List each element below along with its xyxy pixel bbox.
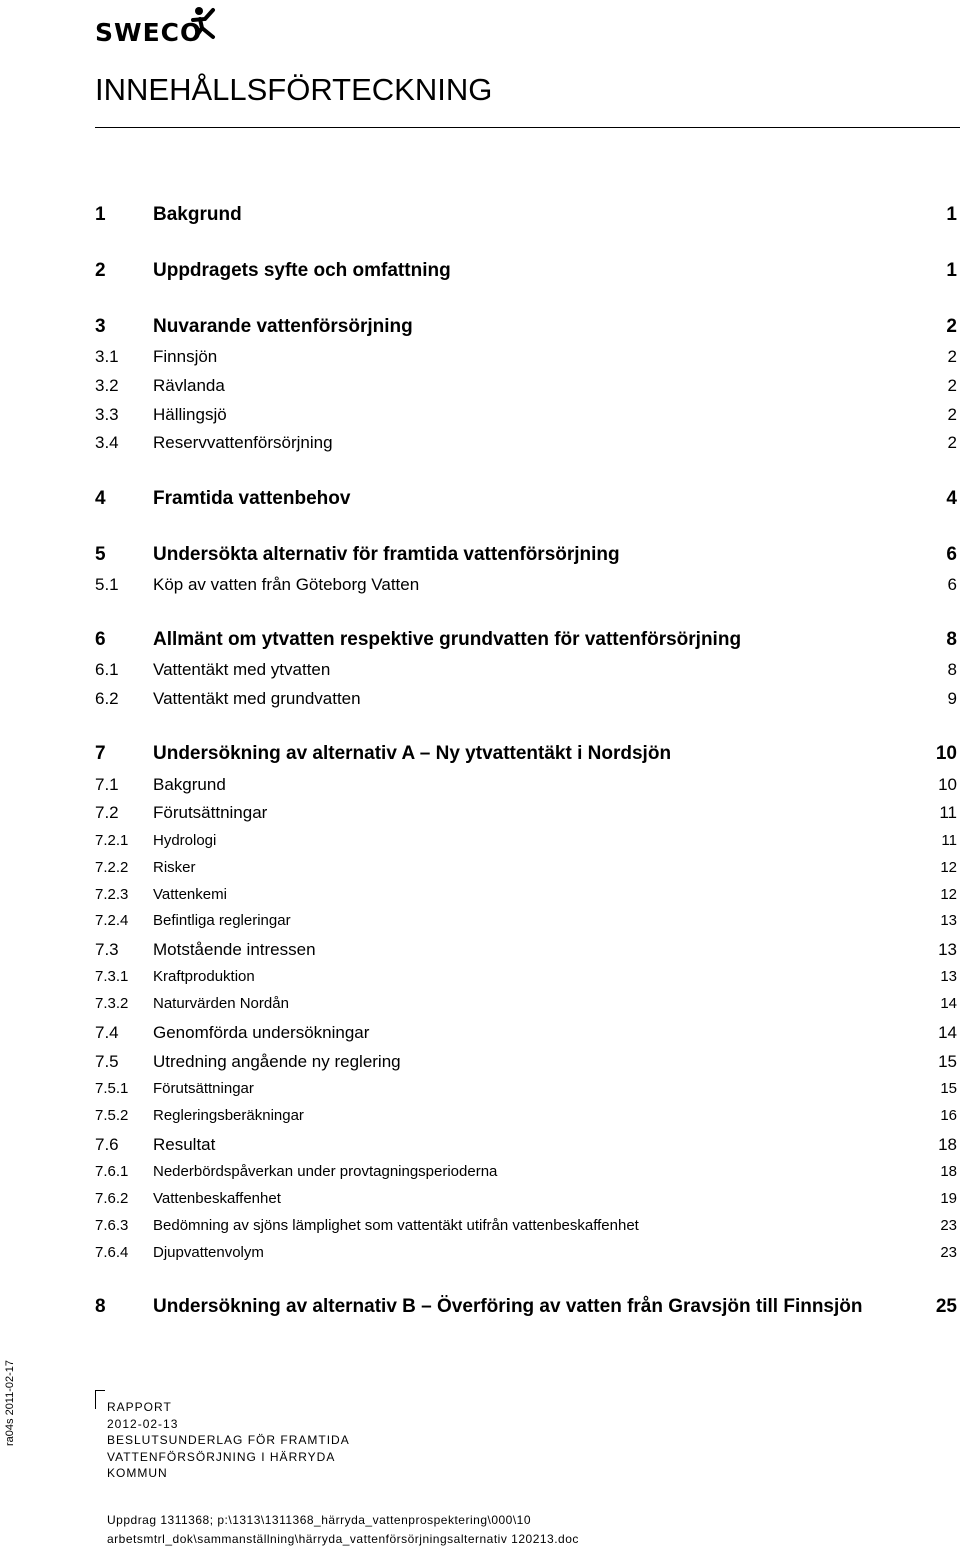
toc-entry-title: Nederbördspåverkan under provtagningsperioderna (153, 1163, 498, 1180)
toc-entry[interactable] (95, 1190, 957, 1214)
toc-entry-page: 19 (940, 1190, 957, 1207)
toc-entry-page: 8 (946, 629, 957, 650)
toc-entry-title: Reservvattenförsörjning (153, 433, 333, 452)
toc-entry[interactable] (95, 1163, 957, 1187)
toc-entry-page: 11 (941, 832, 957, 849)
toc-entry-title: Hydrologi (153, 832, 217, 849)
toc-entry[interactable] (95, 1217, 957, 1241)
page-title: INNEHÅLLSFÖRTECKNING (95, 72, 493, 107)
toc-entry-page: 23 (940, 1217, 957, 1234)
toc-entry-number: 7.1 (95, 775, 119, 794)
toc-entry-number: 3 (95, 316, 106, 337)
toc-entry-number: 7.3.1 (95, 968, 129, 985)
toc-entry-title: Regleringsberäkningar (153, 1107, 304, 1124)
toc-entry-number: 7.5 (95, 1052, 119, 1071)
toc-entry-title: Allmänt om ytvatten respektive grundvatten för vattenförsörjning (153, 629, 742, 650)
toc-entry[interactable] (95, 886, 957, 910)
toc-entry-page: 18 (940, 1163, 957, 1180)
toc-entry-page: 15 (940, 1080, 957, 1097)
toc-entry-title: Risker (153, 859, 196, 876)
toc-entry-page: 12 (940, 859, 957, 876)
toc-entry-page: 4 (946, 488, 957, 509)
toc-entry[interactable] (95, 1107, 957, 1131)
toc-entry-number: 6.1 (95, 660, 119, 679)
title-divider (95, 127, 960, 128)
toc-entry[interactable] (95, 1135, 957, 1159)
toc-entry-number: 6 (95, 629, 106, 650)
toc-entry[interactable] (95, 912, 957, 936)
toc-entry[interactable] (95, 204, 957, 228)
toc-entry-number: 7.6.2 (95, 1190, 129, 1207)
toc-entry[interactable] (95, 316, 957, 340)
footer-file-info (107, 1511, 579, 1549)
toc-entry-title: Genomförda undersökningar (153, 1023, 370, 1042)
toc-entry[interactable] (95, 660, 957, 684)
toc-entry-number: 7.2 (95, 803, 119, 822)
toc-entry[interactable] (95, 743, 957, 767)
footer-corner-mark (95, 1390, 105, 1409)
toc-entry-page: 10 (938, 775, 957, 794)
toc-entry-title: Djupvattenvolym (153, 1244, 264, 1261)
footer-file-path: arbetsmtrl_dok\sammanställning\härryda_vattenförsörjningsalternativ 120213.doc (107, 1532, 579, 1546)
toc-entry-page: 1 (946, 204, 957, 225)
toc-entry-number: 2 (95, 260, 106, 281)
toc-entry-number: 3.3 (95, 405, 119, 424)
toc-entry-page: 9 (947, 689, 957, 708)
toc-entry-number: 3.4 (95, 433, 119, 452)
toc-entry-page: 23 (940, 1244, 957, 1261)
footer-report-info (107, 1399, 350, 1482)
footer-uppdrag: Uppdrag 1311368; p:\1313\1311368_härryda_vattenprospektering\000\10 (107, 1513, 532, 1527)
footer-line: KOMMUN (107, 1466, 168, 1480)
toc-entry-title: Utredning angående ny reglering (153, 1052, 401, 1071)
toc-entry-page: 18 (938, 1135, 957, 1154)
toc-entry[interactable] (95, 1244, 957, 1268)
toc-entry-title: Nuvarande vattenförsörjning (153, 316, 413, 337)
toc-entry-title: Vattentäkt med grundvatten (153, 689, 361, 708)
toc-entry-title: Rävlanda (153, 376, 225, 395)
toc-entry-page: 15 (938, 1052, 957, 1071)
toc-entry-number: 7.2.2 (95, 859, 129, 876)
toc-entry-title: Vattenkemi (153, 886, 227, 903)
toc-entry-number: 1 (95, 204, 106, 225)
footer-line: RAPPORT (107, 1400, 172, 1414)
logo-text: SWECO (95, 18, 203, 47)
toc-entry[interactable] (95, 940, 957, 964)
toc-entry[interactable] (95, 1080, 957, 1104)
toc-entry[interactable] (95, 995, 957, 1019)
toc-entry-number: 4 (95, 488, 106, 509)
toc-entry[interactable] (95, 1023, 957, 1047)
toc-entry-title: Uppdragets syfte och omfattning (153, 260, 451, 281)
toc-entry-page: 12 (940, 886, 957, 903)
toc-entry-number: 7.2.4 (95, 912, 129, 929)
toc-entry-title: Resultat (153, 1135, 216, 1154)
toc-entry-title: Bakgrund (153, 775, 226, 794)
toc-entry-number: 7.6.3 (95, 1217, 129, 1234)
toc-entry-title: Förutsättningar (153, 1080, 254, 1097)
toc-entry[interactable] (95, 629, 957, 653)
footer-line: VATTENFÖRSÖRJNING I HÄRRYDA (107, 1449, 336, 1464)
toc-entry-title: Vattentäkt med ytvatten (153, 660, 331, 679)
toc-entry[interactable] (95, 859, 957, 883)
toc-entry[interactable] (95, 1052, 957, 1076)
toc-entry[interactable] (95, 488, 957, 512)
toc-entry-number: 6.2 (95, 689, 119, 708)
toc-entry-number: 7.5.2 (95, 1107, 129, 1124)
toc-entry-page: 11 (939, 803, 957, 822)
toc-entry-title: Hällingsjö (153, 405, 227, 424)
toc-entry-page: 1 (946, 260, 957, 281)
toc-entry-page: 8 (947, 660, 957, 679)
toc-entry[interactable] (95, 260, 957, 284)
toc-entry-title: Vattenbeskaffenhet (153, 1190, 281, 1207)
toc-entry-number: 7.6 (95, 1135, 119, 1154)
toc-entry[interactable] (95, 832, 957, 856)
toc-entry-number: 8 (95, 1296, 106, 1317)
toc-entry-number: 5.1 (95, 575, 119, 594)
toc-entry-title: Finnsjön (153, 347, 218, 366)
toc-entry-number: 7.2.1 (95, 832, 129, 849)
toc-entry-title: Bedömning av sjöns lämplighet som vattentäkt utifrån vattenbeskaffenhet (153, 1217, 639, 1234)
toc-entry-number: 5 (95, 544, 106, 565)
toc-entry[interactable] (95, 575, 957, 599)
toc-entry-title: Köp av vatten från Göteborg Vatten (153, 575, 420, 594)
toc-entry-page: 2 (947, 376, 957, 395)
footer-line: BESLUTSUNDERLAG FÖR FRAMTIDA (107, 1433, 350, 1447)
toc-entry[interactable] (95, 376, 957, 400)
toc-entry-page: 13 (938, 940, 957, 959)
sweco-logo (95, 6, 225, 47)
toc-entry-page: 13 (940, 912, 957, 929)
toc-entry-title: Undersökning av alternativ B – Överföring av vatten från Gravsjön till Finnsjön (153, 1296, 863, 1317)
toc-entry[interactable] (95, 775, 957, 799)
template-code: ra04s 2011-02-17 (4, 1359, 16, 1446)
sweco-figure-icon (191, 6, 217, 40)
toc-entry[interactable] (95, 405, 957, 429)
toc-entry-title: Naturvärden Nordån (153, 995, 289, 1012)
toc-entry-title: Kraftproduktion (153, 968, 255, 985)
toc-entry-number: 7.3.2 (95, 995, 129, 1012)
toc-entry-number: 7.5.1 (95, 1080, 129, 1097)
toc-entry-page: 2 (947, 405, 957, 424)
toc-entry-number: 3.2 (95, 376, 119, 395)
toc-entry-title: Bakgrund (153, 204, 242, 225)
toc-entry-number: 7.6.4 (95, 1244, 129, 1261)
toc-entry-page: 6 (946, 544, 957, 565)
toc-entry-number: 7 (95, 743, 106, 764)
toc-entry-number: 7.4 (95, 1023, 119, 1042)
toc-entry[interactable] (95, 347, 957, 371)
toc-entry[interactable] (95, 689, 957, 713)
toc-entry-page: 2 (947, 347, 957, 366)
toc-entry[interactable] (95, 544, 957, 568)
toc-entry-page: 2 (947, 433, 957, 452)
toc-entry-title: Undersökta alternativ för framtida vattenförsörjning (153, 544, 620, 565)
footer-line: 2012-02-13 (107, 1416, 179, 1431)
toc-entry[interactable] (95, 803, 957, 827)
toc-entry-title: Förutsättningar (153, 803, 268, 822)
toc-entry-number: 7.3 (95, 940, 119, 959)
toc-entry-page: 10 (935, 743, 957, 764)
toc-entry[interactable] (95, 1296, 957, 1320)
toc-entry[interactable] (95, 433, 957, 457)
toc-entry-title: Befintliga regleringar (153, 912, 291, 929)
toc-entry-number: 7.2.3 (95, 886, 129, 903)
toc-entry-page: 16 (940, 1107, 957, 1124)
toc-entry-number: 7.6.1 (95, 1163, 129, 1180)
toc-entry-page: 2 (946, 316, 957, 337)
toc-entry-page: 13 (940, 968, 957, 985)
toc-entry-page: 6 (947, 575, 957, 594)
toc-entry-title: Motstående intressen (153, 940, 316, 959)
toc-entry-page: 14 (940, 995, 957, 1012)
toc-entry-title: Framtida vattenbehov (153, 488, 351, 509)
toc-entry-title: Undersökning av alternativ A – Ny ytvattentäkt i Nordsjön (153, 743, 672, 764)
toc-entry[interactable] (95, 968, 957, 992)
toc-entry-page: 25 (935, 1296, 957, 1317)
toc-entry-page: 14 (938, 1023, 957, 1042)
toc-entry-number: 3.1 (95, 347, 119, 366)
